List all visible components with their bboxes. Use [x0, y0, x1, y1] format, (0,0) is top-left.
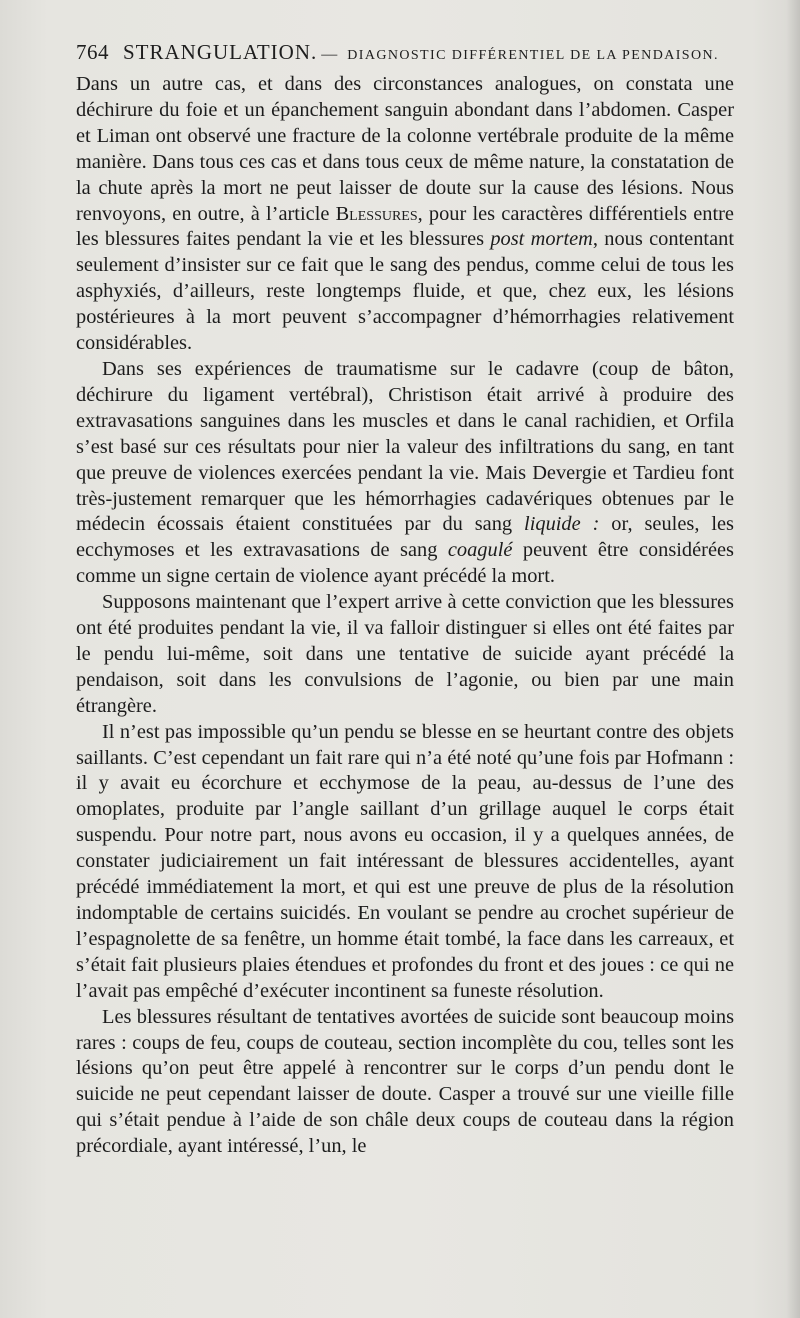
paragraph-1-text-e: , nous contentant seulement d’insister sur ce fait que le sang des pendus, comme celui de tous les asphyxiés, d’ailleurs, reste longtemps fluide, et que, chez eux, les lésions postérieures à la mort peuvent s’accompagner d’hémorrhagies relativement considérables. — [76, 228, 735, 355]
page-number: 764 — [76, 40, 109, 64]
body-text — [76, 72, 734, 1160]
paragraph-1-text-c: , pour les caractères différentiels entre les blessures faites pendant la vie et les blessures — [76, 202, 734, 251]
liquide-italic: liquide : — [524, 513, 600, 536]
running-subtitle: DIAGNOSTIC DIFFÉRENTIEL DE LA PENDAISON. — [347, 48, 719, 63]
paragraph-1 — [76, 72, 734, 357]
running-header — [76, 40, 736, 74]
coagule-italic: coagulé — [447, 539, 513, 562]
running-title: STRANGULATION. — [123, 40, 318, 64]
binding-shadow — [786, 0, 800, 1318]
post-mortem-italic: post mortem — [490, 228, 593, 251]
paragraph-1-text-a: Dans un autre cas, et dans des circonstances analogues, on constata une déchirure du foie et un épanchement sanguin abondant dans l’abdomen. Casper et Liman ont observé une fracture de la colonne vertébrale produite de la même manière. Dans tous ces cas et dans tous ceux de même nature, la constatation de la chute après la mort ne peut laisser de doute sur la cause des lésions. Nous renvoyons, en outre, à l’article — [76, 73, 734, 225]
header-separator: — — [321, 46, 338, 63]
paragraph-2 — [76, 357, 734, 590]
paragraph-2-text-a: Dans ses expériences de traumatisme sur le cadavre (coup de bâton, déchirure du ligament vertébral), Christison était arrivé à produire des extravasations sanguines dans les muscles et dans le canal rachidien, et Orfila s’est basé sur ces résultats pour nier la valeur des infiltrations du sang, en tant que preuve de violences exercées pendant la vie. Mais Devergie et Tardieu font très-justement remarquer que les hémorrhagies cadavériques obtenues par le médecin écossais étaient constituées par du sang — [76, 357, 734, 536]
paragraph-5: Les blessures résultant de tentatives avortées de suicide sont beaucoup moins rares : coups de feu, coups de couteau, section incomplète du cou, telles sont les lésions qu’on peut être appelé à rencontrer sur le corps d’un pendu dont le suicide ne peut cependant laisser de doute. Casper a trouvé sur une vieille fille qui s’était pendue à l’aide de son châle deux coups de couteau dans la région précordiale, ayant intéressé, l’un, le — [76, 1005, 734, 1158]
paragraph-4: Il n’est pas impossible qu’un pendu se blesse en se heurtant contre des objets saillants. C’est cependant un fait rare qui n’a été noté qu’une fois par Hofmann : il y avait eu écorchure et ecchymose de la peau, au-dessus de l’une des omoplates, produite par l’angle saillant d’un grillage auquel le corps était suspendu. Pour notre part, nous avons eu occasion, il y a quelques années, de constater judiciairement un fait intéressant de blessures accidentelles, ayant précédé immédiatement la mort, et qui est une preuve de plus de la résolution indomptable de certains suicidés. En voulant se pendre au crochet supérieur de l’espagnolette de sa fenêtre, un homme était tombé, la face dans les carreaux, et s’était fait plusieurs plaies étendues et profondes du front et des joues : ce qui ne l’avait pas empêché d’exécuter incontinent sa funeste résolution. — [76, 720, 734, 1002]
paragraph-2-text-e: peuvent être considérées comme un signe certain de violence ayant précédé la mort. — [76, 539, 734, 588]
paragraph-2-text-c: or, seules, les ecchymoses et les extravasations de sang — [76, 513, 734, 562]
paragraph-3: Supposons maintenant que l’expert arrive à cette conviction que les blessures ont été produites pendant la vie, il va falloir distinguer si elles ont été faites par le pendu lui-même, soit dans une tentative de suicide ayant précédé la pendaison, soit dans les convulsions de l’agonie, ou bien par une main étrangère. — [76, 591, 734, 717]
blessures-reference: Blessures — [335, 202, 418, 225]
